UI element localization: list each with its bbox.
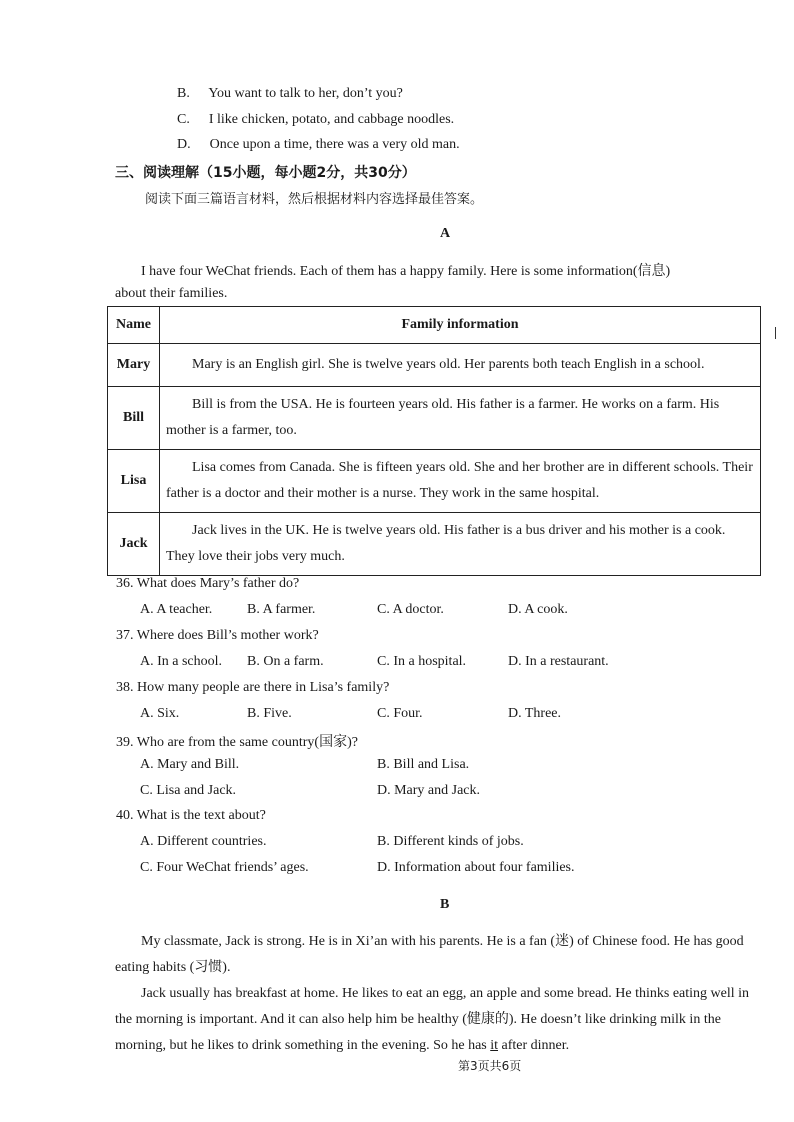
q39-option-d: D. Mary and Jack.	[377, 783, 481, 798]
q38-option-a: A. Six.	[140, 706, 180, 721]
question-number: 38.	[116, 680, 134, 695]
q37-option-c: C. In a hospital.	[377, 654, 467, 669]
q36-option-a: A. A teacher.	[140, 602, 213, 617]
q40-option-b: B. Different kinds of jobs.	[377, 834, 524, 849]
question-number: 39.	[116, 735, 134, 750]
option-letter: C.	[177, 112, 190, 127]
row-name: Bill	[108, 387, 160, 450]
row-name: Mary	[108, 344, 160, 387]
table-row	[108, 344, 761, 387]
option-text: I like chicken, potato, and cabbage noodles.	[208, 112, 455, 127]
option-text: You want to talk to her, don’t you?	[208, 86, 403, 101]
option-letter: D.	[177, 137, 191, 152]
question-text: How many people are there in Lisa’s family?	[137, 680, 390, 695]
q37-option-d: D. In a restaurant.	[508, 654, 609, 669]
passage-a-intro-line1: I have four WeChat friends. Each of them has a happy family. Here is some information(信息)	[141, 264, 671, 279]
question-number: 40.	[116, 808, 134, 823]
table-row	[108, 450, 761, 513]
passage-b-heading: B	[440, 897, 450, 912]
family-table	[107, 306, 761, 576]
q38-option-c: C. Four.	[377, 706, 423, 721]
question-text: Who are from the same country(国家)?	[136, 735, 358, 750]
page-footer: 第3页共6页	[458, 1059, 522, 1073]
q39-option-b: B. Bill and Lisa.	[377, 757, 470, 772]
q36-option-d: D. A cook.	[508, 602, 568, 617]
section-instruction: 阅读下面三篇语言材料，然后根据材料内容选择最佳答案。	[145, 192, 484, 207]
margin-mark	[775, 327, 776, 339]
question-36	[116, 576, 299, 592]
q40-option-c: C. Four WeChat friends’ ages.	[140, 860, 309, 875]
row-info: Jack lives in the UK. He is twelve years old. His father is a bus driver and his mother is a cook. They love their jobs very much.	[160, 513, 761, 576]
row-info: Mary is an English girl. She is twelve years old. Her parents both teach English in a school.	[160, 344, 761, 387]
passage-b-para2	[115, 981, 755, 1059]
q37-option-b: B. On a farm.	[247, 654, 324, 669]
table-row	[108, 387, 761, 450]
row-info: Lisa comes from Canada. She is fifteen years old. She and her brother are in different schools. Their father is a doctor and their mother is a nurse. They work in the same hospital.	[160, 450, 761, 513]
row-name: Jack	[108, 513, 160, 576]
table-header-info: Family information	[160, 307, 761, 344]
row-name: Lisa	[108, 450, 160, 513]
option-letter: B.	[177, 86, 190, 101]
passage-a-heading: A	[440, 226, 451, 241]
question-text: Where does Bill’s mother work?	[136, 628, 319, 643]
question-number: 37.	[116, 628, 134, 643]
q38-option-b: B. Five.	[247, 706, 292, 721]
q36-option-c: C. A doctor.	[377, 602, 444, 617]
passage-b-para1: My classmate, Jack is strong. He is in Xi’an with his parents. He is a fan (迷) of Chinese food. He has good eating habits (习惯).	[115, 934, 744, 975]
q39-option-a: A. Mary and Bill.	[140, 757, 240, 772]
para2-text: Jack usually has breakfast at home. He likes to eat an egg, an apple and some bread. He thinks eating well in the morning is important. And it can also help him be healthy (健康的). He doesn’t like drinking milk in the morning, but he likes to drink something in the evening. So he has	[115, 986, 750, 1053]
underlined-word: it	[490, 1038, 499, 1053]
q39-option-c: C. Lisa and Jack.	[140, 783, 237, 798]
table-row	[108, 513, 761, 576]
question-40	[116, 808, 266, 824]
section-title: 三、阅读理解（15小题，每小题2分，共30分）	[115, 165, 416, 181]
question-text: What does Mary’s father do?	[136, 576, 300, 591]
option-c-prev	[177, 112, 454, 128]
option-text: Once upon a time, there was a very old man.	[209, 137, 460, 152]
row-info: Bill is from the USA. He is fourteen years old. His father is a farmer. He works on a farm. His mother is a farmer, too.	[160, 387, 761, 450]
question-38	[116, 680, 389, 696]
para2-end: after dinner.	[498, 1038, 570, 1053]
option-b-prev	[177, 86, 403, 102]
q40-option-d: D. Information about four families.	[377, 860, 575, 875]
q38-option-d: D. Three.	[508, 706, 561, 721]
passage-a-intro-line2: about their families.	[115, 286, 228, 301]
option-d-prev	[177, 137, 460, 153]
question-37	[116, 628, 319, 644]
question-number: 36.	[116, 576, 134, 591]
question-39	[116, 731, 358, 751]
table-header-name: Name	[108, 307, 160, 344]
question-text: What is the text about?	[136, 808, 266, 823]
q36-option-b: B. A farmer.	[247, 602, 316, 617]
q40-option-a: A. Different countries.	[140, 834, 267, 849]
q37-option-a: A. In a school.	[140, 654, 223, 669]
